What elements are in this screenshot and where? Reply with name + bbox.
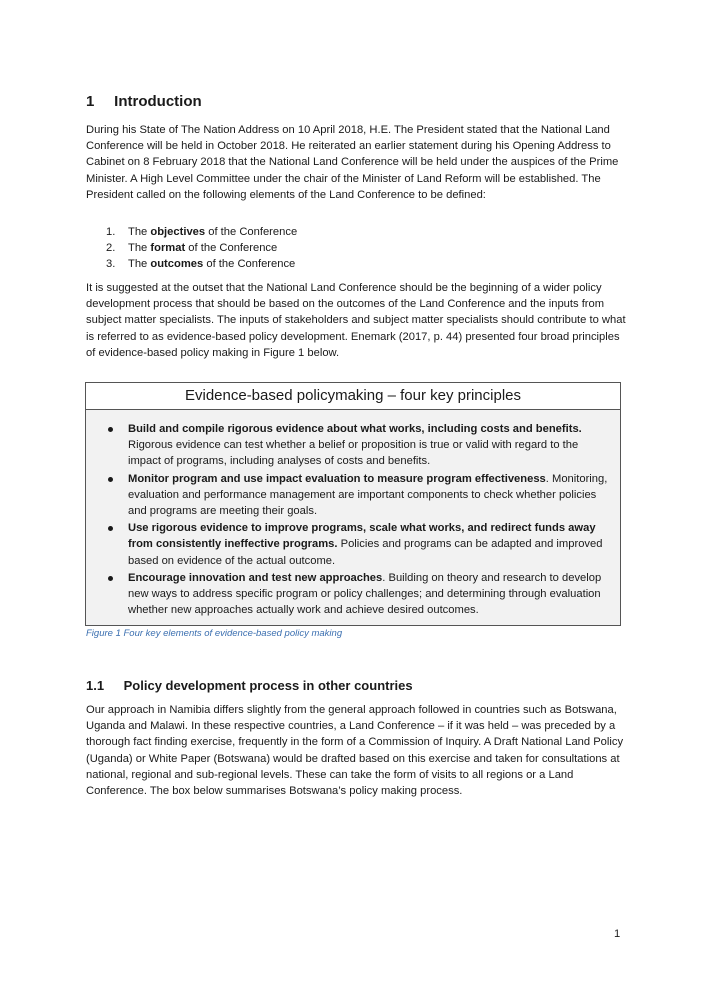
list-item-number: 1.	[106, 226, 116, 238]
list-item-text: The	[128, 242, 151, 255]
principle-item	[86, 471, 620, 520]
subsection-heading	[86, 678, 413, 693]
list-item-bold: format	[150, 242, 186, 255]
subsection-number: 1.1	[86, 678, 105, 693]
list-item-text: of the Conference	[205, 226, 298, 238]
principle-item	[86, 570, 620, 619]
figure-caption: Figure 1 Four key elements of evidence-based policy making	[86, 628, 343, 639]
section-title: Introduction	[114, 93, 202, 110]
list-item-text: The	[128, 258, 151, 271]
principles-box-title: Evidence-based policymaking – four key principles	[86, 383, 620, 410]
bullet-icon	[108, 427, 113, 432]
subsection-title: Policy development process in other countries	[123, 678, 413, 693]
list-item-text: of the Conference	[185, 242, 278, 255]
section-number: 1	[86, 93, 95, 110]
principle-heading: Build and compile rigorous evidence about what works, including costs and benefits.	[128, 423, 582, 435]
list-item-number: 3.	[106, 258, 116, 271]
list-item-bold: objectives	[150, 226, 206, 238]
bullet-icon	[108, 526, 113, 531]
bullet-icon	[108, 477, 113, 482]
principle-text: . Monitoring, evaluation and performance management are important components to check whether policies and programs are meeting their goals.	[128, 472, 608, 518]
list-item-bold: outcomes	[150, 258, 204, 271]
list-item	[106, 256, 297, 272]
page-number: 1	[614, 928, 621, 940]
second-paragraph: It is suggested at the outset that the National Land Conference should be the beginning of a wider policy development process that should be based on the outcomes of the Land Conference and the inputs from subject matter specialists. The inputs of stakeholders and subject matter specialists should contribute to what is referred to as evidence-based policy development. Enemark (2017, p. 44) presented four broad principles of evidence-based policy making in Figure 1 below.	[86, 282, 626, 359]
principle-heading: Use rigorous evidence to improve programs, scale what works, and redirect funds away from consistently ineffective programs.	[128, 522, 596, 551]
principles-list	[86, 421, 620, 619]
third-paragraph: Our approach in Namibia differs slightly from the general approach followed in countries such as Botswana, Uganda and Malawi. In these respective countries, a Land Conference – if it was held – was preceded by a thorough fact finding exercise, frequently in the form of a Commission of Inquiry. A Draft National Land Policy (Uganda) or White Paper (Botswana) would be drafted based on this exercise and taken for consultations at national, regional and sub-regional levels. These can take the form of visits to all regions or a Land Conference. The box below summarises Botswana’s policy making process.	[86, 704, 624, 798]
principles-box	[85, 382, 621, 626]
conference-elements-list	[106, 224, 297, 273]
principle-text: . Building on theory and research to develop new ways to address specific program or policy challenges; and determining through evaluation whether new approaches actually work and achieve desired outcomes.	[128, 571, 602, 617]
section-heading	[86, 93, 202, 110]
list-item-text: of the Conference	[203, 258, 296, 271]
principle-heading: Encourage innovation and test new approaches	[128, 571, 383, 584]
principle-text: Policies and programs can be adapted and improved based on evidence of the actual outcome.	[128, 538, 603, 567]
list-item-number: 2.	[106, 242, 116, 255]
principle-heading: Monitor program and use impact evaluation to measure program effectiveness	[128, 472, 546, 485]
principle-item	[86, 520, 620, 569]
principle-text: Rigorous evidence can test whether a belief or proposition is true or valid with regard to the impact of programs, including analyses of costs and benefits.	[128, 439, 579, 468]
list-item-text: The	[128, 226, 151, 238]
intro-paragraph: During his State of The Nation Address on 10 April 2018, H.E. The President stated that the National Land Conference will be held in October 2018. He reiterated an earlier statement during his Opening Address to Cabinet on 8 February 2018 that the National Land Conference will be held under the auspices of the Prime Minister. A High Level Committee under the chair of the Minister of Land Reform will be established. The President called on the following elements of the Land Conference to be defined:	[86, 124, 619, 201]
bullet-icon	[108, 576, 113, 581]
list-item	[106, 240, 297, 256]
list-item	[106, 224, 297, 240]
principle-item	[86, 421, 620, 470]
